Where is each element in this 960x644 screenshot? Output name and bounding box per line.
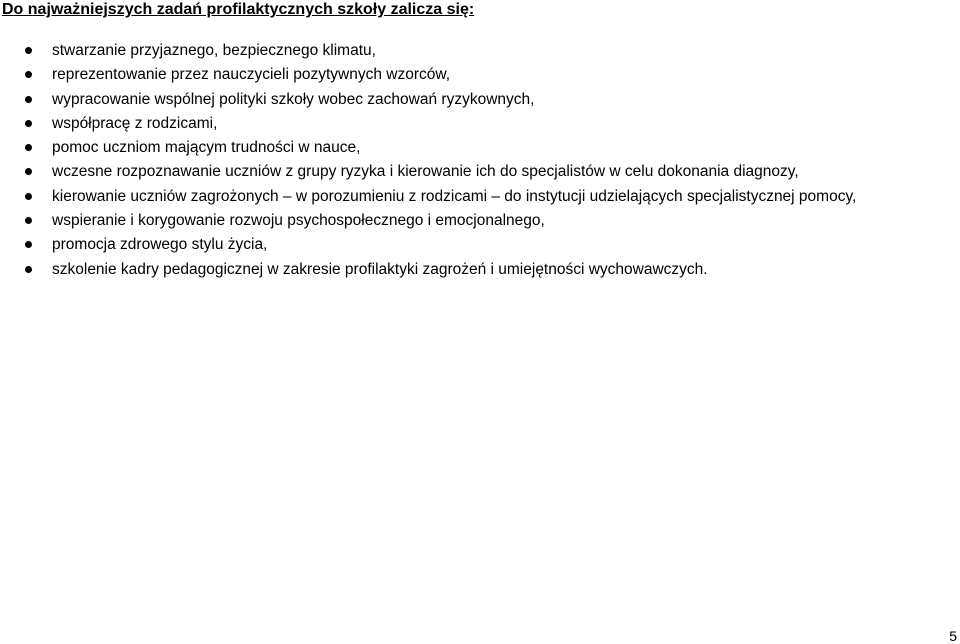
list-item: [25, 136, 905, 160]
list-item-text: wspieranie i korygowanie rozwoju psychospołecznego i emocjonalnego,: [52, 212, 545, 230]
list-item-text: stwarzanie przyjaznego, bezpiecznego klimatu,: [52, 42, 376, 59]
list-item-text: wczesne rozpoznawanie uczniów z grupy ryzyka i kierowanie ich do specjalistów w celu dokonania diagnozy,: [52, 163, 799, 181]
list-item: [25, 88, 905, 112]
list-item-text: współpracę z rodzicami,: [52, 114, 218, 132]
bullet-icon: [25, 144, 32, 151]
bullet-icon: [25, 266, 32, 273]
list-item-text: pomoc uczniom mającym trudności w nauce,: [52, 139, 361, 157]
tasks-list: [25, 39, 905, 282]
list-item-text: szkolenie kadry pedagogicznej w zakresie profilaktyki zagrożeń i umiejętności wychowawczych.: [52, 260, 708, 278]
list-item: [25, 233, 905, 257]
bullet-icon: [25, 217, 32, 224]
list-item: [25, 63, 905, 87]
page-number: 5: [949, 628, 957, 644]
list-item: [25, 39, 905, 63]
bullet-icon: [25, 71, 32, 78]
bullet-icon: [25, 96, 32, 103]
bullet-icon: [25, 168, 32, 175]
list-item: [25, 185, 905, 209]
list-item-text: kierowanie uczniów zagrożonych – w porozumieniu z rodzicami – do instytucji udzielających specjalistycznej pomocy,: [52, 187, 857, 205]
bullet-icon: [25, 193, 32, 200]
list-item-text: wypracowanie wspólnej polityki szkoły wobec zachowań ryzykownych,: [52, 90, 535, 108]
list-item: [25, 209, 905, 233]
bullet-icon: [25, 47, 32, 54]
list-item: [25, 112, 905, 136]
bullet-icon: [25, 241, 32, 248]
list-item-text: promocja zdrowego stylu życia,: [52, 236, 268, 254]
bullet-icon: [25, 120, 32, 127]
list-item: [25, 160, 905, 184]
list-item: [25, 258, 905, 282]
page-heading: Do najważniejszych zadań profilaktycznych szkoły zalicza się:: [2, 1, 475, 18]
list-item-text: reprezentowanie przez nauczycieli pozytywnych wzorców,: [52, 66, 451, 84]
